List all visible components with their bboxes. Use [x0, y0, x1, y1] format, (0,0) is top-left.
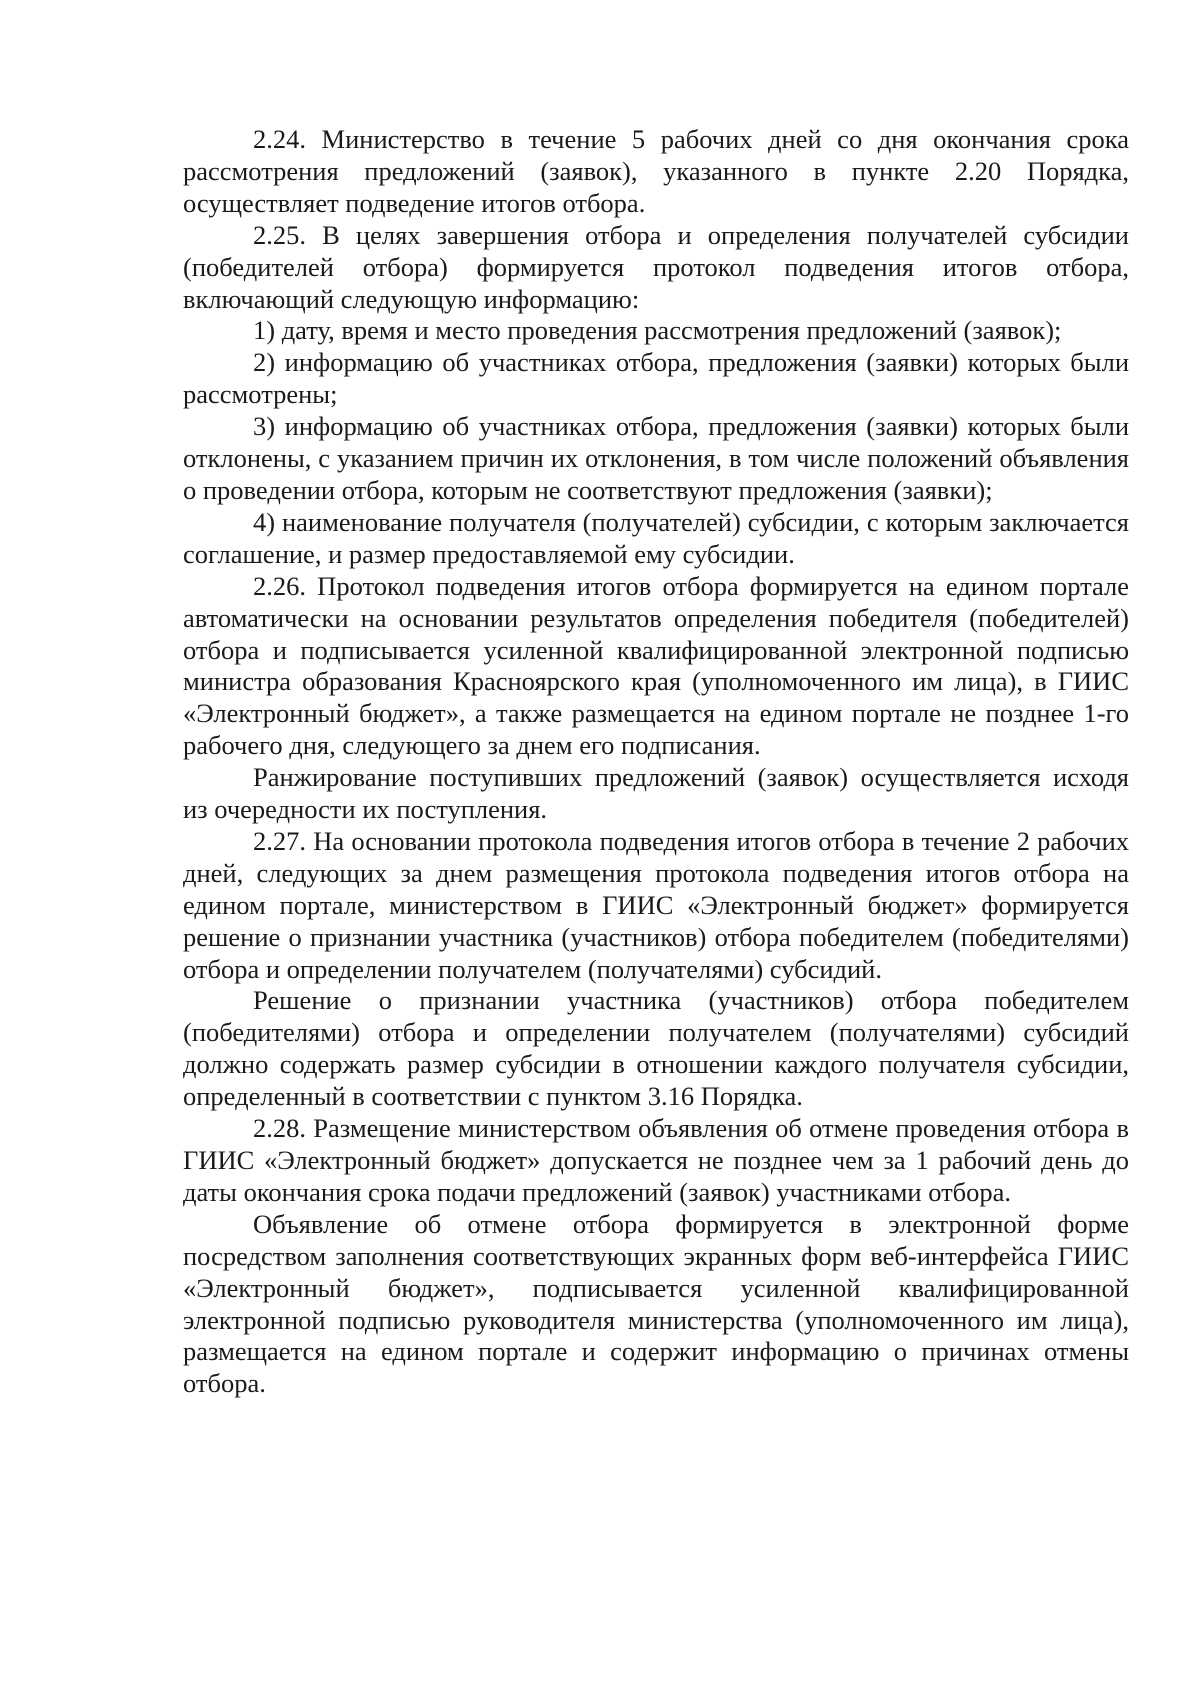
paragraph-decision: Решение о признании участника (участников) отбора победителем (победителями) отбора и определении получателем (получателями) субсидий должно содержать размер субсидии в отношении каждого получателя субсидии, определенный в соответствии с пунктом 3.16 Порядка.: [183, 985, 1129, 1112]
paragraph-2-25: 2.25. В целях завершения отбора и определения получателей субсидии (победителей отбора) формируется протокол подведения итогов отбора, включающий следующую информацию:: [183, 219, 1129, 314]
list-item-2: 2) информацию об участниках отбора, предложения (заявки) которых были рассмотрены;: [183, 347, 1129, 410]
paragraph-2-24: 2.24. Министерство в течение 5 рабочих дней со дня окончания срока рассмотрения предложений (заявок), указанного в пункте 2.20 Порядка, осуществляет подведение итогов отбора.: [183, 124, 1129, 218]
list-item-4: 4) наименование получателя (получателей) субсидии, с которым заключается соглашение, и размер предоставляемой ему субсидии.: [183, 506, 1129, 569]
list-item-1: 1) дату, время и место проведения рассмотрения предложений (заявок);: [253, 315, 1062, 346]
paragraph-2-28: 2.28. Размещение министерством объявления об отмене проведения отбора в ГИИС «Электронный бюджет» допускается не позднее чем за 1 рабочий день до даты окончания срока подачи предложений (заявок) участниками отбора.: [183, 1113, 1129, 1207]
paragraph-cancellation: Объявление об отмене отбора формируется в электронной форме посредством заполнения соответствующих экранных форм веб-интерфейса ГИИС «Электронный бюджет», подписывается усиленной квалифицированной электронной подписью руководителя министерства (уполномоченного им лица), размещается на едином портале и содержит информацию о причинах отмены отбора.: [183, 1208, 1129, 1399]
paragraph-ranking: Ранжирование поступивших предложений (заявок) осуществляется исходя из очередности их поступления.: [183, 762, 1129, 825]
list-item-3: 3) информацию об участниках отбора, предложения (заявки) которых были отклонены, с указанием причин их отклонения, в том числе положений объявления о проведении отбора, которым не соответствуют предложения (заявки);: [183, 411, 1129, 505]
paragraph-2-27: 2.27. На основании протокола подведения итогов отбора в течение 2 рабочих дней, следующих за днем размещения протокола подведения итогов отбора на едином портале, министерством в ГИИС «Электронный бюджет» формируется решение о признании участника (участников) отбора победителем (победителями) отбора и определении получателем (получателями) субсидий.: [183, 825, 1129, 984]
paragraph-2-26: 2.26. Протокол подведения итогов отбора формируется на едином портале автоматически на основании результатов определения победителя (победителей) отбора и подписывается усиленной квалифицированной электронной подписью министра образования Красноярского края (уполномоченного им лица), в ГИИС «Электронный бюджет», а также размещается на едином портале не позднее 1-го рабочего дня, следующего за днем его подписания.: [183, 570, 1129, 761]
document-body: [183, 124, 1129, 1400]
